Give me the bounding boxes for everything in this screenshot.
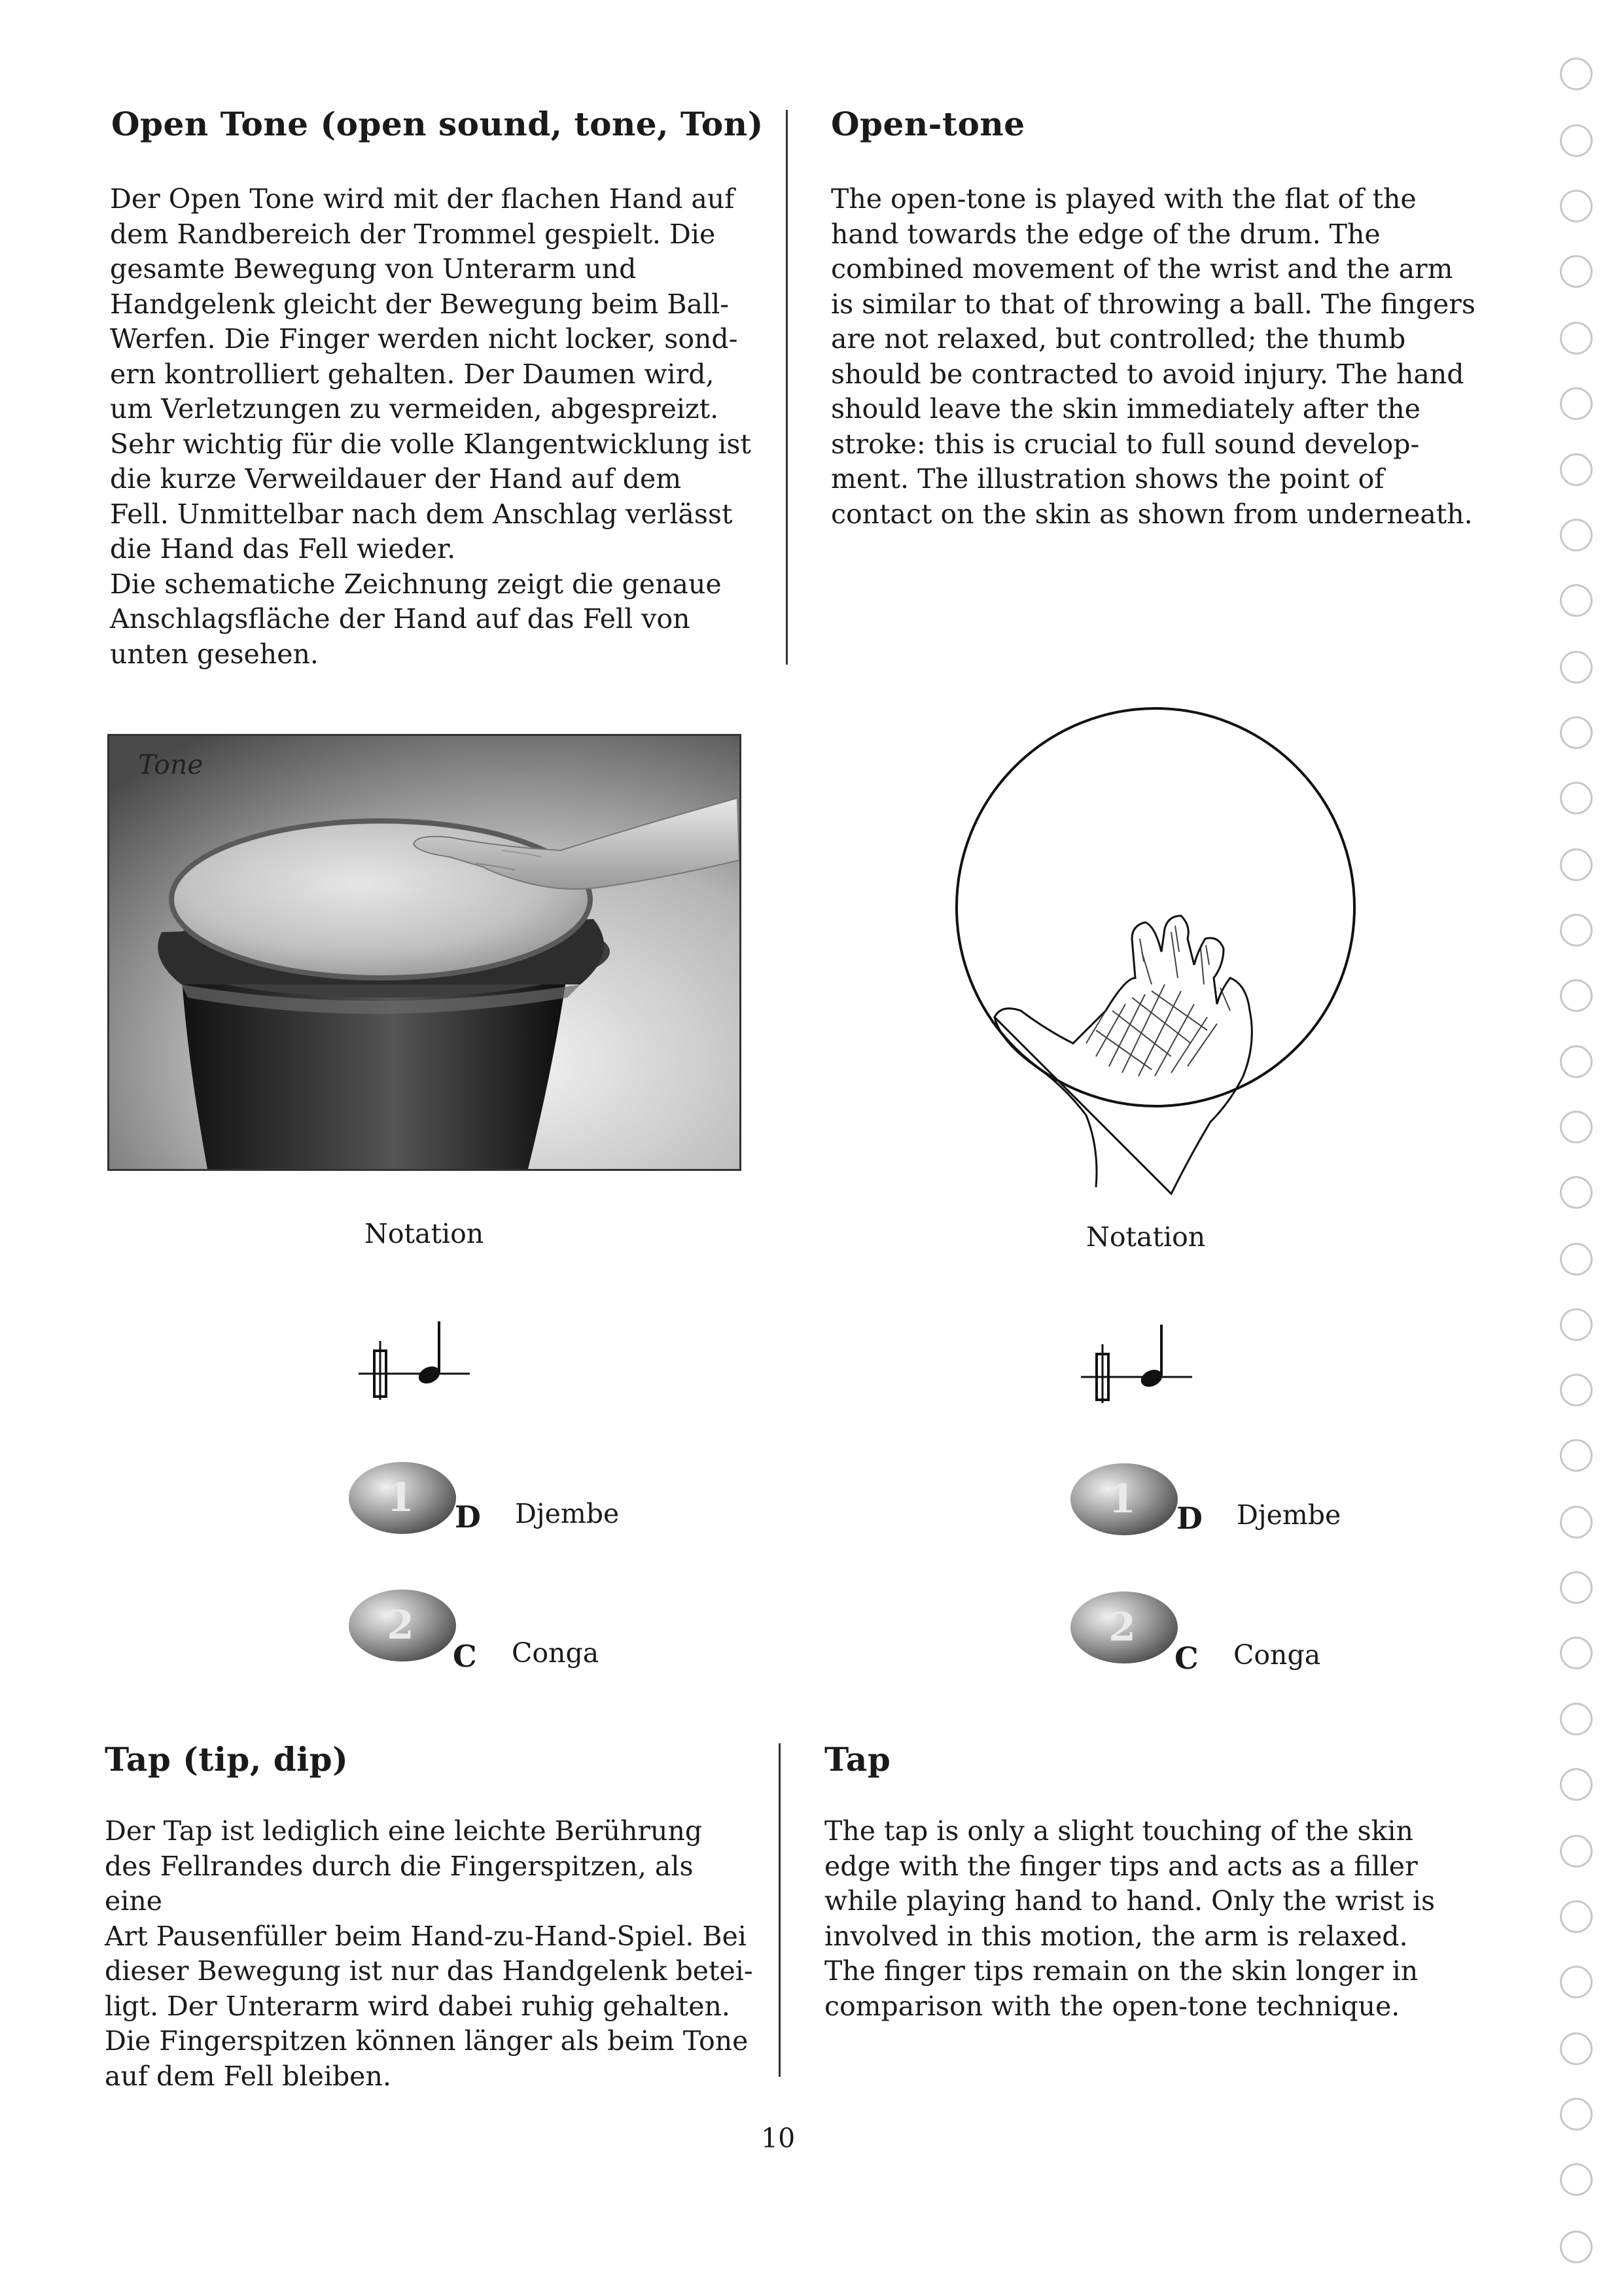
binding-hole: [1560, 1374, 1593, 1406]
binding-hole: [1560, 2231, 1593, 2263]
text-line: should leave the skin immediately after the: [831, 393, 1421, 425]
binding-hole: [1560, 1045, 1593, 1078]
binding-hole: [1560, 1835, 1593, 1868]
text-line: die kurze Verweildauer der Hand auf dem: [110, 463, 682, 495]
cd-1-icon: [1068, 1453, 1193, 1539]
cd-name: Conga: [1233, 1639, 1321, 1671]
tap-de-text: [105, 1814, 759, 2094]
cd-name: Djembe: [1237, 1499, 1341, 1531]
conga-track-right: [1068, 1582, 1321, 1676]
cd-number: 2: [1108, 1605, 1136, 1650]
cd-letter: D: [455, 1499, 481, 1535]
text-line: dem Randbereich der Trommel gespielt. Die: [110, 218, 716, 250]
text-line: Art Pausenfüller beim Hand-zu-Hand-Spiel. Bei: [105, 1920, 747, 1952]
open-tone-en-text: [831, 182, 1485, 532]
text-line: hand towards the edge of the drum. The: [831, 218, 1381, 250]
cd-1-icon: [347, 1452, 471, 1537]
binding-hole: [1560, 1703, 1593, 1735]
text-line: stroke: this is crucial to full sound develop-: [831, 428, 1420, 460]
binding-hole: [1560, 1243, 1593, 1276]
binding-hole: [1560, 848, 1593, 881]
text-line: des Fellrandes durch die Fingerspitzen, als eine: [105, 1850, 694, 1917]
cd-number: 2: [387, 1603, 414, 1648]
text-line: while playing hand to hand. Only the wrist is: [824, 1885, 1436, 1917]
text-line: Handgelenk gleicht der Bewegung beim Ball-: [110, 288, 730, 320]
binding-hole: [1560, 1637, 1593, 1669]
binding-hole: [1560, 453, 1593, 486]
binding-hole: [1560, 2032, 1593, 2065]
text-line: auf dem Fell bleiben.: [105, 2060, 391, 2092]
text-line: edge with the finger tips and acts as a filler: [824, 1850, 1418, 1882]
tap-en-title: Tap: [824, 1740, 891, 1779]
binding-hole: [1560, 519, 1593, 551]
open-tone-en-title: Open-tone: [831, 105, 1025, 143]
binding-hole: [1560, 651, 1593, 684]
cd-name: Djembe: [515, 1498, 620, 1529]
drum-photo-image: [109, 736, 739, 1169]
text-line: contact on the skin as shown from underneath.: [831, 498, 1473, 530]
cd-number: 1: [387, 1475, 414, 1521]
text-line: Die Fingerspitzen können länger als beim Tone: [105, 2025, 749, 2057]
binding-hole: [1560, 1308, 1593, 1341]
text-line: ment. The illustration shows the point of: [831, 463, 1385, 495]
binding-hole: [1560, 782, 1593, 814]
binding-hole: [1560, 58, 1593, 90]
text-line: The tap is only a slight touching of the skin: [824, 1815, 1413, 1847]
cd-letter: C: [453, 1639, 477, 1674]
binding-hole: [1560, 1176, 1593, 1209]
text-line: should be contracted to avoid injury. The hand: [831, 358, 1464, 390]
notation-label-right: Notation: [1086, 1221, 1206, 1253]
open-tone-note-symbol-left: [359, 1315, 483, 1400]
binding-hole: [1560, 716, 1593, 749]
binding-hole: [1560, 322, 1593, 355]
cd-number: 1: [1108, 1476, 1136, 1522]
text-line: ligt. Der Unterarm wird dabei ruhig gehalten.: [105, 1990, 730, 2022]
text-line: dieser Bewegung ist nur das Handgelenk betei-: [105, 1955, 753, 1987]
binding-hole: [1560, 124, 1593, 157]
open-tone-note-symbol-right: [1081, 1318, 1205, 1403]
tap-de-title: Tap (tip, dip): [105, 1740, 349, 1779]
cd-letter: C: [1174, 1641, 1199, 1676]
binding-hole: [1560, 584, 1593, 617]
open-tone-de-title: Open Tone (open sound, tone, Ton): [111, 105, 764, 143]
text-line: um Verletzungen zu vermeiden, abgespreizt.: [110, 393, 719, 425]
binding-hole: [1560, 2163, 1593, 2196]
cd-name: Conga: [512, 1637, 599, 1669]
text-line: The open-tone is played with the flat of the: [831, 183, 1417, 215]
page-number: 10: [761, 2123, 796, 2154]
binding-hole: [1560, 914, 1593, 947]
text-line: is similar to that of throwing a ball. The fingers: [831, 288, 1475, 320]
hand-contact-diagram: [955, 703, 1387, 1220]
text-line: unten gesehen.: [110, 638, 319, 670]
conga-track-left: [347, 1580, 599, 1674]
binding-hole: [1560, 255, 1593, 288]
binding-hole: [1560, 1111, 1593, 1143]
djembe-track-right: [1068, 1453, 1341, 1541]
text-line: ern kontrolliert gehalten. Der Daumen wird,: [110, 358, 715, 390]
binding-hole: [1560, 979, 1593, 1012]
binding-hole: [1560, 387, 1593, 420]
text-line: Die schematiche Zeichnung zeigt die genaue: [110, 568, 722, 600]
text-line: are not relaxed, but controlled; the thumb: [831, 323, 1406, 355]
text-line: gesamte Bewegung von Unterarm und: [110, 253, 637, 285]
text-line: Sehr wichtig für die volle Klangentwicklung ist: [110, 428, 751, 460]
binding-hole: [1560, 1439, 1593, 1472]
open-tone-de-text: [110, 182, 764, 672]
text-line: Der Open Tone wird mit der flachen Hand auf: [110, 183, 735, 215]
cd-letter: D: [1176, 1501, 1203, 1536]
text-line: The finger tips remain on the skin longer in: [824, 1955, 1419, 1987]
drum-photo: [107, 734, 741, 1171]
text-line: combined movement of the wrist and the arm: [831, 253, 1453, 285]
binding-hole: [1560, 1966, 1593, 1998]
djembe-track-left: [347, 1452, 620, 1540]
binding-hole: [1560, 2098, 1593, 2131]
binding-hole: [1560, 1900, 1593, 1933]
column-divider: [779, 1743, 781, 2077]
text-line: Anschlagsfläche der Hand auf das Fell von: [110, 603, 690, 635]
tap-en-text: [824, 1814, 1479, 2024]
notation-label-left: Notation: [364, 1218, 484, 1249]
photo-caption: Tone: [138, 749, 203, 780]
text-line: involved in this motion, the arm is relaxed.: [824, 1920, 1408, 1952]
text-line: Werfen. Die Finger werden nicht locker, sond-: [110, 323, 738, 355]
text-line: Der Tap ist lediglich eine leichte Berührung: [105, 1815, 703, 1847]
binding-hole: [1560, 190, 1593, 222]
binding-hole: [1560, 1768, 1593, 1801]
binding-hole: [1560, 1506, 1593, 1539]
text-line: Fell. Unmittelbar nach dem Anschlag verlässt: [110, 498, 733, 530]
column-divider: [786, 110, 788, 665]
text-line: comparison with the open-tone technique.: [824, 1990, 1400, 2022]
binding-hole: [1560, 1571, 1593, 1604]
text-line: die Hand das Fell wieder.: [110, 533, 456, 565]
